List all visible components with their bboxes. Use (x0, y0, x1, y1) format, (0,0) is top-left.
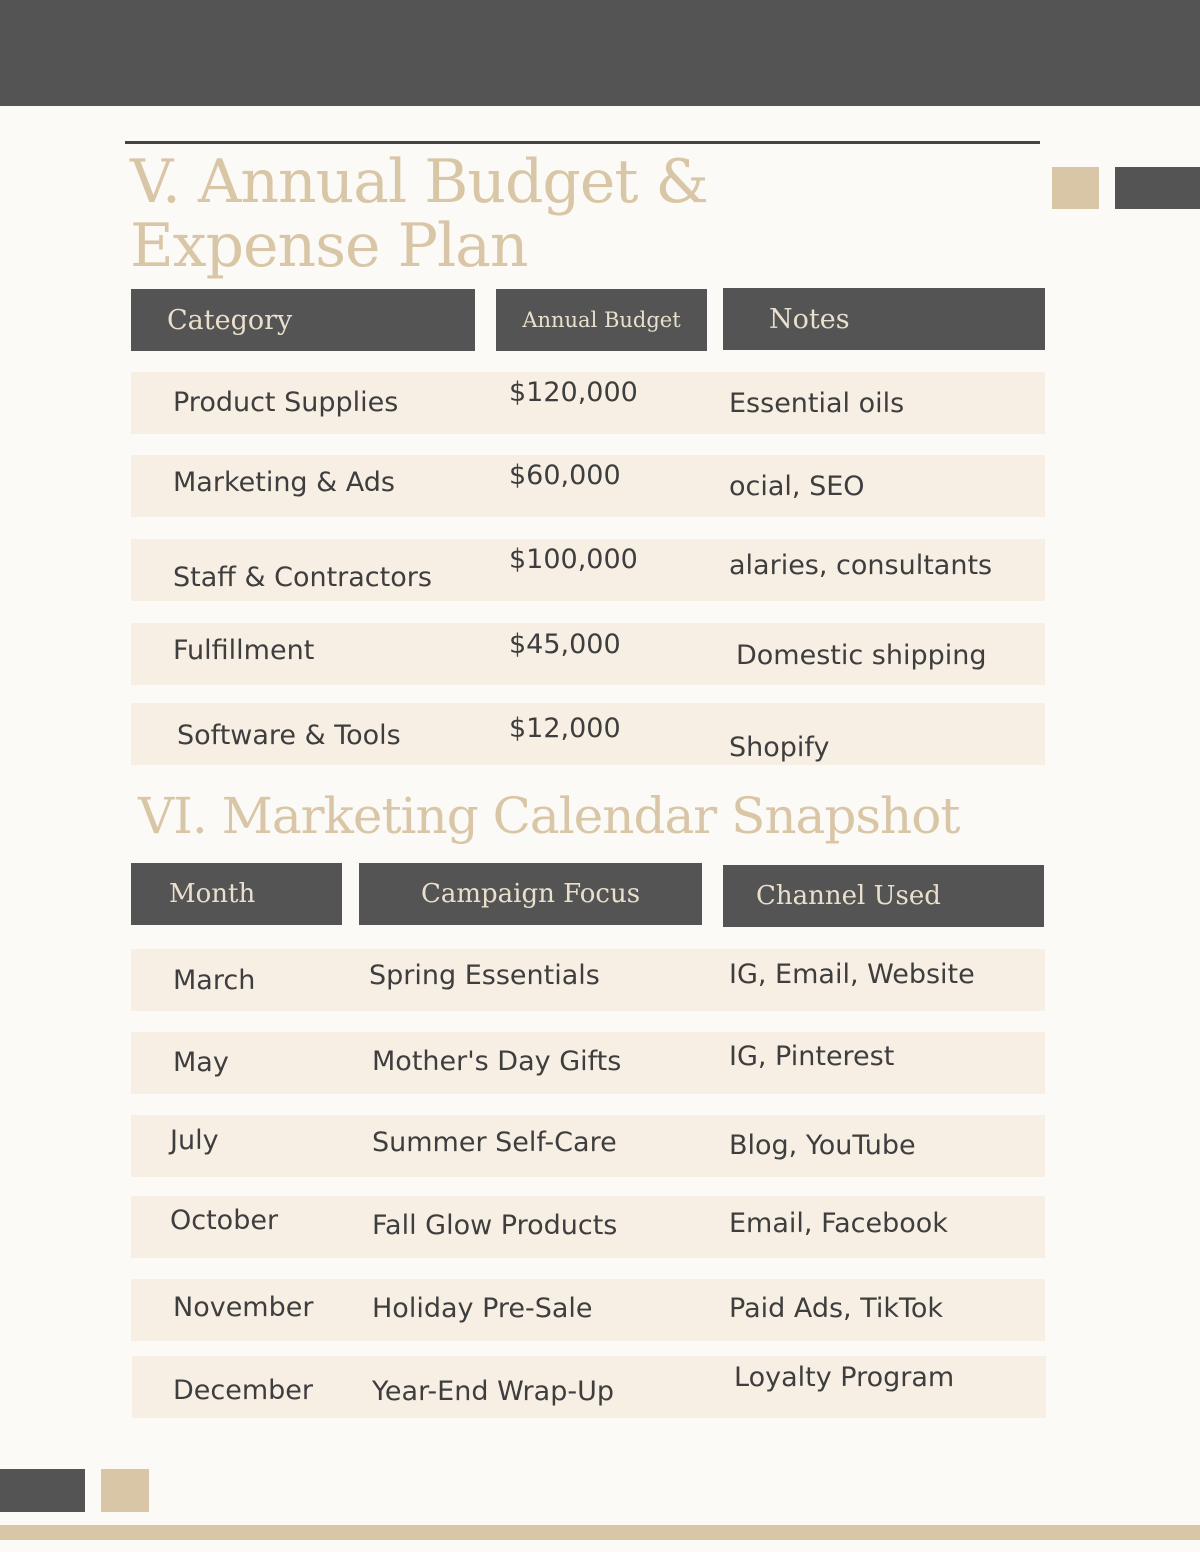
budget-notes: alaries, consultants (729, 550, 993, 581)
header-campaign-focus: Campaign Focus (359, 863, 702, 925)
budget-notes: Essential oils (729, 388, 905, 419)
header-month: Month (131, 863, 342, 925)
calendar-month: May (173, 1047, 229, 1078)
budget-notes: ocial, SEO (729, 471, 865, 502)
decor-bar-dark-bottom (0, 1469, 85, 1512)
budget-category: Staff & Contractors (173, 562, 432, 593)
calendar-section-title: VI. Marketing Calendar Snapshot (138, 787, 960, 845)
budget-category: Software & Tools (177, 720, 401, 751)
budget-amount: $12,000 (509, 713, 621, 744)
header-channel-used: Channel Used (723, 865, 1044, 927)
budget-notes: Shopify (729, 732, 830, 763)
calendar-month: October (170, 1205, 279, 1236)
calendar-focus: Holiday Pre-Sale (372, 1293, 593, 1324)
calendar-focus: Spring Essentials (369, 960, 600, 991)
budget-amount: $60,000 (509, 460, 621, 491)
budget-category: Marketing & Ads (173, 467, 395, 498)
calendar-focus: Fall Glow Products (372, 1210, 618, 1241)
calendar-channel: Paid Ads, TikTok (729, 1293, 944, 1324)
decor-square-tan-bottom (101, 1469, 149, 1512)
footer-band (0, 1525, 1200, 1540)
header-annual-budget: Annual Budget (496, 289, 707, 351)
budget-title-line2: Expense Plan (130, 211, 528, 281)
budget-category: Product Supplies (173, 387, 399, 418)
calendar-channel: Blog, YouTube (729, 1130, 916, 1161)
budget-notes: Domestic shipping (736, 640, 987, 671)
top-banner (0, 0, 1200, 106)
budget-title-line1: V. Annual Budget & (130, 147, 708, 217)
calendar-focus: Year-End Wrap-Up (372, 1376, 614, 1407)
title-rule (125, 141, 1040, 144)
header-notes: Notes (723, 288, 1045, 350)
calendar-focus: Summer Self-Care (372, 1127, 617, 1158)
budget-section-title (130, 147, 1030, 281)
calendar-focus: Mother's Day Gifts (372, 1046, 622, 1077)
calendar-month: July (170, 1125, 219, 1156)
budget-category: Fulfillment (173, 635, 315, 666)
calendar-channel: Loyalty Program (734, 1362, 955, 1393)
decor-square-tan (1052, 167, 1099, 209)
budget-amount: $120,000 (509, 377, 638, 408)
calendar-channel: IG, Email, Website (729, 959, 975, 990)
calendar-channel: Email, Facebook (729, 1208, 948, 1239)
decor-bar-dark (1115, 167, 1200, 209)
budget-amount: $45,000 (509, 629, 621, 660)
calendar-month: November (173, 1292, 314, 1323)
calendar-month: December (173, 1375, 314, 1406)
calendar-channel: IG, Pinterest (729, 1041, 895, 1072)
calendar-month: March (173, 965, 256, 996)
budget-amount: $100,000 (509, 544, 638, 575)
header-category: Category (131, 289, 475, 351)
